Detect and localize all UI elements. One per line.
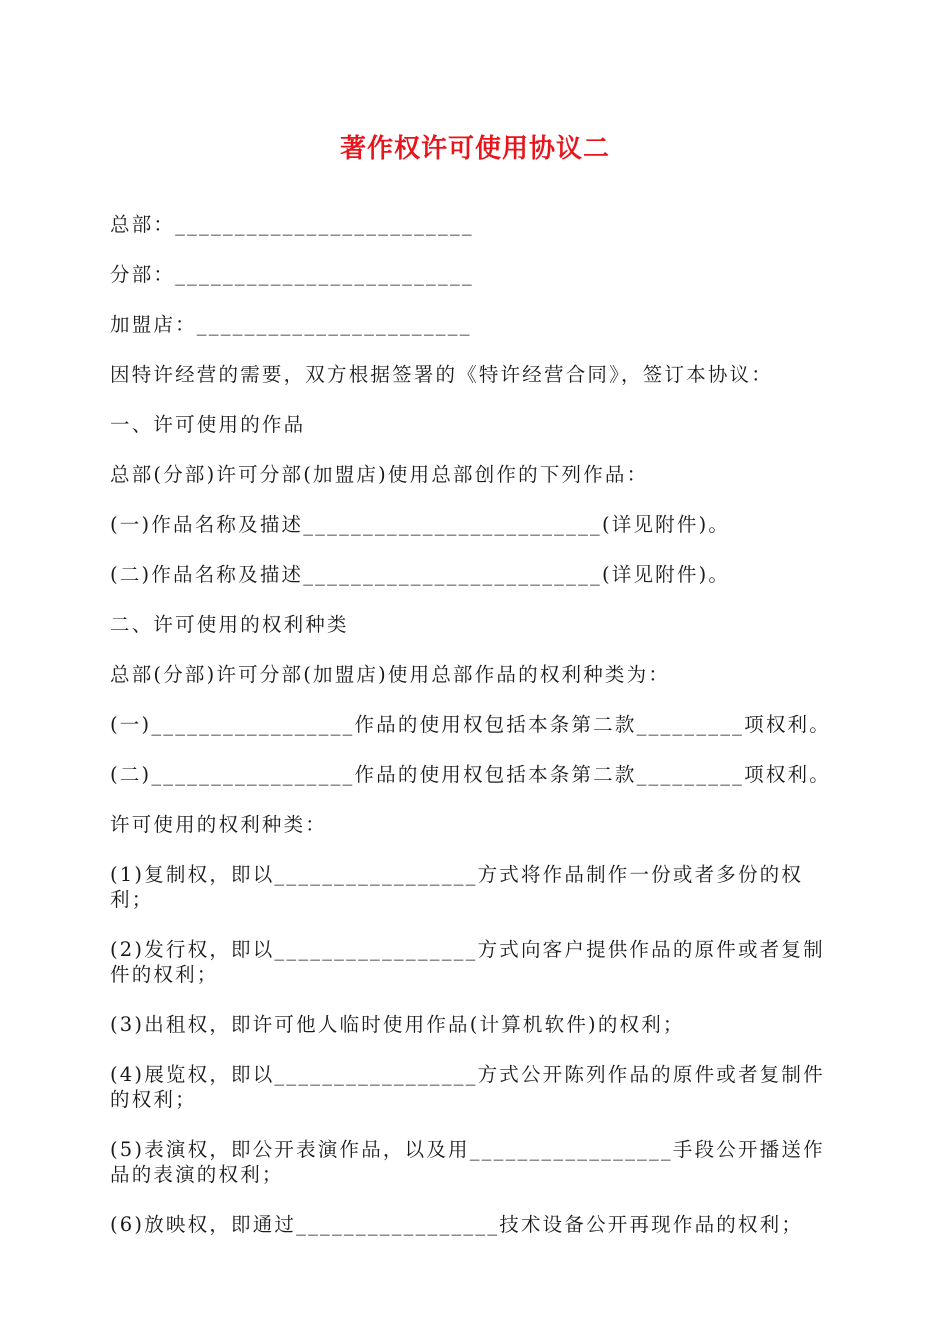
right-item: (3)出租权，即许可他人临时使用作品(计算机软件)的权利； <box>110 1013 685 1036</box>
preamble: 因特许经营的需要，双方根据签署的《特许经营合同》，签订本协议： <box>110 363 773 386</box>
right-item: (4)展览权，即以_________________方式公开陈列作品的原件或者复制件的权利； <box>110 1063 825 1111</box>
right-item: (5)表演权，即公开表演作品，以及用_________________手段公开播送作品的表演的权利； <box>110 1138 825 1186</box>
paragraph: 总部(分部)许可分部(加盟店)使用总部作品的权利种类为： <box>110 663 671 686</box>
field-headquarters: 总部：_________________________ <box>110 213 474 236</box>
section-heading-1: 一、许可使用的作品 <box>110 413 306 436</box>
clause-item: (一)_________________作品的使用权包括本条第二款_________项权利。 <box>110 713 831 736</box>
clause-item: (二)_________________作品的使用权包括本条第二款_________项权利。 <box>110 763 831 786</box>
right-item: (1)复制权，即以_________________方式将作品制作一份或者多份的权利； <box>110 863 804 911</box>
document-title: 著作权许可使用协议二 <box>339 134 610 164</box>
right-item: (6)放映权，即通过_________________技术设备公开再现作品的权利； <box>110 1213 804 1236</box>
field-branch: 分部：_________________________ <box>110 263 474 286</box>
clause-item: (二)作品名称及描述_________________________(详见附件)。 <box>110 563 731 586</box>
paragraph: 许可使用的权利种类： <box>110 813 328 836</box>
paragraph: 总部(分部)许可分部(加盟店)使用总部创作的下列作品： <box>110 463 649 486</box>
field-franchisee: 加盟店：_______________________ <box>110 313 472 336</box>
clause-item: (一)作品名称及描述_________________________(详见附件)。 <box>110 513 731 536</box>
document-body <box>110 212 840 1262</box>
section-heading-2: 二、许可使用的权利种类 <box>110 613 349 636</box>
right-item: (2)发行权，即以_________________方式向客户提供作品的原件或者复制件的权利； <box>110 938 825 986</box>
